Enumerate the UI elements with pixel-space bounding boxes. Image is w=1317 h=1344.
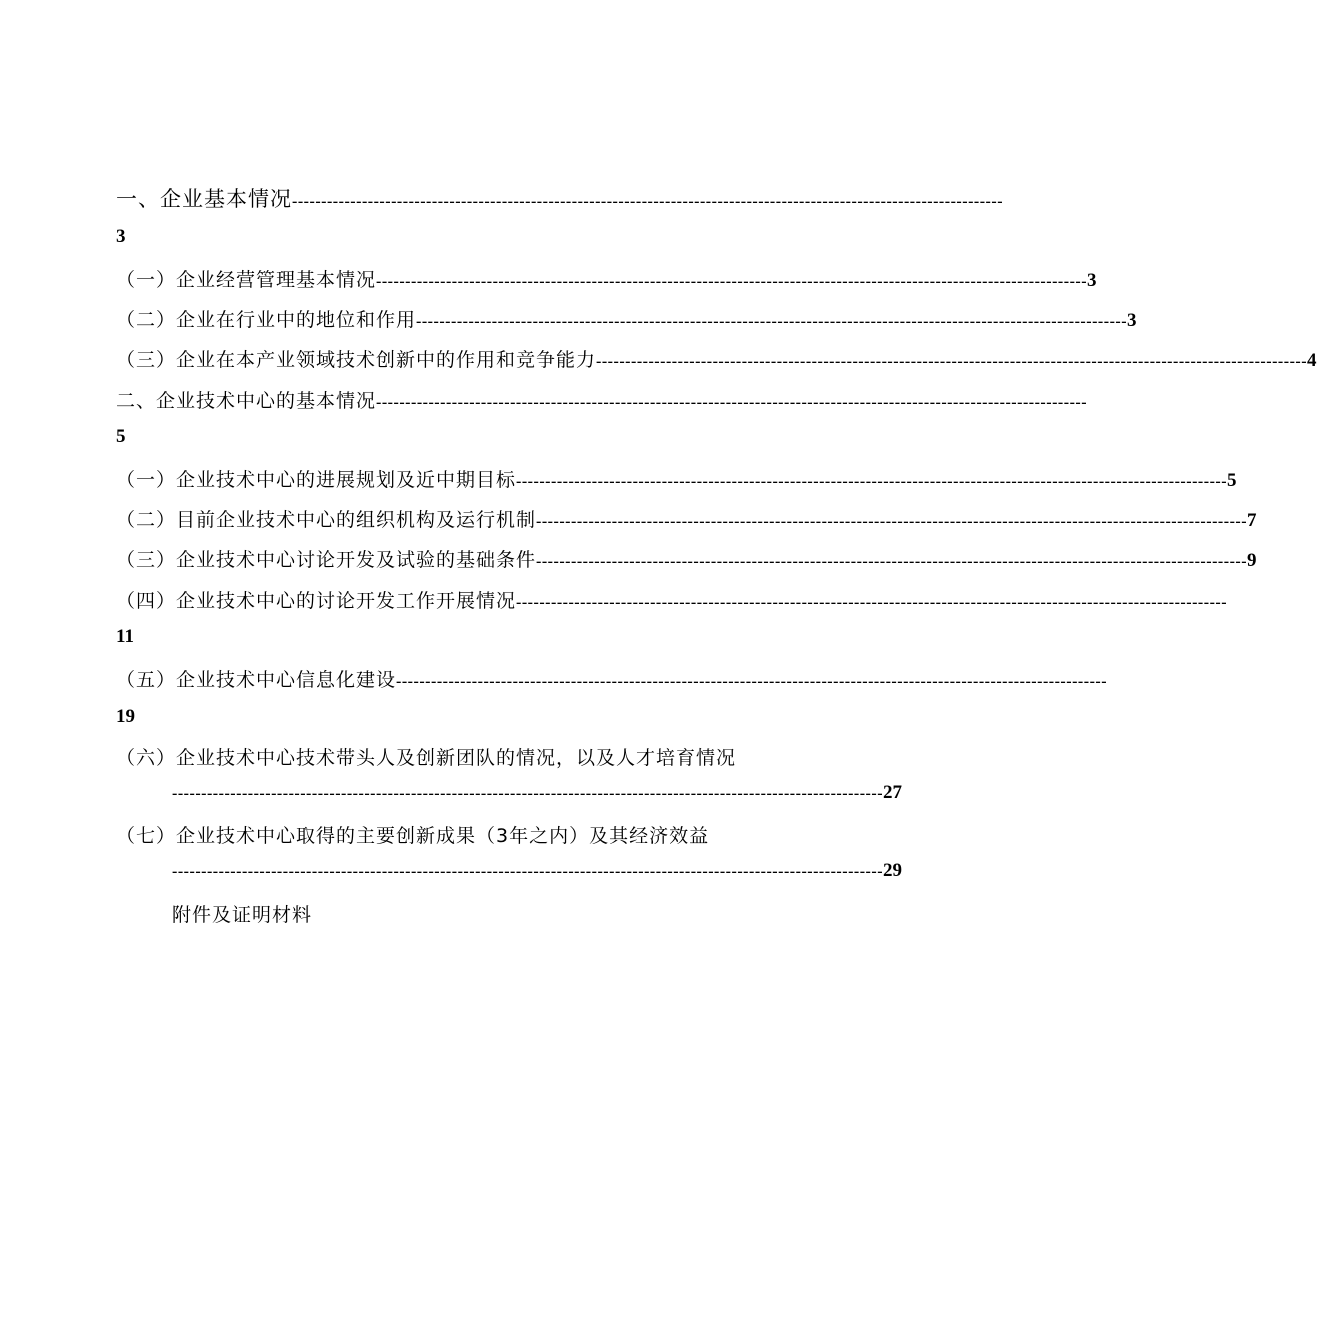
toc-leader: -------------------------------------------------------------------------------------------------------------------------- bbox=[536, 513, 1248, 530]
toc-entry[interactable] bbox=[116, 743, 838, 770]
toc-leader: -------------------------------------------------------------------------------------------------------------------------- bbox=[536, 553, 1248, 570]
toc-entry[interactable] bbox=[116, 665, 1108, 692]
toc-leader: -------------------------------------------------------------------------------------------------------------------------- bbox=[516, 594, 1228, 611]
toc-entry[interactable] bbox=[116, 265, 1097, 292]
toc-entry-label: （三）企业技术中心讨论开发及试验的基础条件 bbox=[116, 549, 537, 571]
toc-entry-label: （二）目前企业技术中心的组织机构及运行机制 bbox=[116, 509, 537, 531]
toc-leader: -------------------------------------------------------------------------------------------------------------------------- bbox=[172, 863, 884, 880]
toc-leader: -------------------------------------------------------------------------------------------------------------------------- bbox=[416, 313, 1128, 330]
toc-entry-label: （一）企业技术中心的进展规划及近中期目标 bbox=[116, 469, 517, 491]
toc-entry[interactable] bbox=[116, 545, 1257, 572]
toc-entry-page: 29 bbox=[883, 860, 903, 881]
toc-leader: -------------------------------------------------------------------------------------------------------------------------- bbox=[396, 673, 1108, 690]
toc-leader: -------------------------------------------------------------------------------------------------------------------------- bbox=[376, 394, 1088, 411]
toc-entry-continuation[interactable] bbox=[172, 860, 903, 882]
toc-entry-label: 一、企业基本情况 bbox=[116, 187, 292, 211]
toc-entry-page: 3 bbox=[116, 226, 126, 247]
toc-entry[interactable] bbox=[116, 183, 1004, 213]
toc-entry[interactable] bbox=[116, 821, 838, 848]
toc-entry-page: 7 bbox=[1247, 510, 1257, 531]
toc-entry[interactable] bbox=[116, 586, 1228, 613]
toc-leader: -------------------------------------------------------------------------------------------------------------------------- bbox=[376, 273, 1088, 290]
toc-entry-label: （六）企业技术中心技术带头人及创新团队的情况，以及人才培育情况 bbox=[116, 747, 737, 769]
toc-leader: -------------------------------------------------------------------------------------------------------------------------- bbox=[596, 353, 1308, 370]
toc-entry[interactable] bbox=[116, 305, 1137, 332]
toc-leader: -------------------------------------------------------------------------------------------------------------------------- bbox=[172, 785, 884, 802]
toc-entry-label: （三）企业在本产业领域技术创新中的作用和竞争能力 bbox=[116, 349, 597, 371]
toc-entry-page: 3 bbox=[1127, 310, 1137, 331]
toc-entry-continuation[interactable] bbox=[172, 782, 903, 804]
toc-entry[interactable] bbox=[116, 386, 1088, 413]
toc-entry-label: （二）企业在行业中的地位和作用 bbox=[116, 309, 417, 331]
toc-entry-page: 4 bbox=[1307, 350, 1317, 371]
toc-entry[interactable] bbox=[116, 505, 1257, 532]
toc-entry-page: 27 bbox=[883, 782, 903, 803]
toc-entry-page: 9 bbox=[1247, 550, 1257, 571]
toc-entry-label: （五）企业技术中心信息化建设 bbox=[116, 669, 397, 691]
toc-entry[interactable] bbox=[116, 345, 1317, 372]
toc-entry-page: 5 bbox=[116, 426, 126, 447]
toc-entry-label: （七）企业技术中心取得的主要创新成果（3年之内）及其经济效益 bbox=[116, 825, 710, 847]
toc-entry-label: （四）企业技术中心的讨论开发工作开展情况 bbox=[116, 590, 517, 612]
toc-entry-page: 11 bbox=[116, 626, 134, 647]
toc-entry-label: 二、企业技术中心的基本情况 bbox=[116, 390, 377, 412]
toc-entry-page: 5 bbox=[1227, 470, 1237, 491]
appendix-label[interactable]: 附件及证明材料 bbox=[172, 904, 313, 926]
toc-leader: -------------------------------------------------------------------------------------------------------------------------- bbox=[292, 193, 1004, 210]
toc-entry[interactable] bbox=[116, 465, 1237, 492]
toc-leader: -------------------------------------------------------------------------------------------------------------------------- bbox=[516, 473, 1228, 490]
toc-entry-label: （一）企业经营管理基本情况 bbox=[116, 269, 377, 291]
toc-entry-page: 3 bbox=[1087, 270, 1097, 291]
toc-entry-page: 19 bbox=[116, 706, 135, 727]
